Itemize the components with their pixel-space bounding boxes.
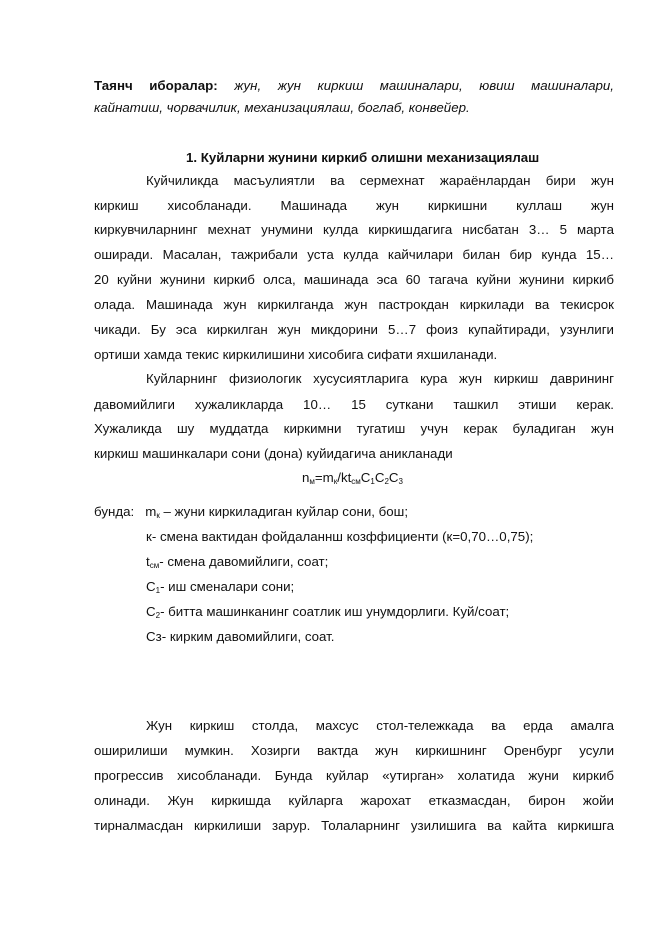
- formula-eq: =m: [314, 470, 334, 485]
- formula-c2: C: [374, 470, 385, 485]
- formula-c3: C: [388, 470, 399, 485]
- paragraph1-line: киркувчиларнинг мехнат унумини кулда киркишдагига нисбатан 3… 5 марта: [94, 222, 614, 237]
- definition-t-text: - смена давомийлиги, соат;: [159, 554, 329, 569]
- paragraph2-line: давомийлиги хужаликларда 10… 15 суткани ташкил этиши керак.: [94, 397, 614, 412]
- definition-m-sub: к: [156, 511, 160, 520]
- definitions-intro: бунда:: [94, 504, 135, 519]
- definition-t-symbol: t: [146, 554, 150, 569]
- paragraph1-line: чикади. Бу эса киркилган жун микдорини 5…7 фоиз купайтиради, узунлиги: [94, 322, 614, 337]
- paragraph1-line: 20 куйни жунини киркиб олса, машинада эса 60 тагача куйни жунини киркиб: [94, 272, 614, 287]
- formula-n: n: [302, 470, 310, 485]
- formula-m-sub: к: [333, 477, 338, 486]
- definition-m-symbol: m: [145, 504, 157, 519]
- formula-c2-sub: 2: [384, 477, 389, 486]
- formula-c1: C: [360, 470, 371, 485]
- definition-c3: Сз- кирким давомийлиги, соат.: [146, 629, 335, 644]
- definition-c1: [146, 579, 294, 595]
- definition-c2: [146, 604, 509, 620]
- keywords-text-1: жун, жун киркиш машиналари, ювиш машиналари,: [234, 78, 615, 93]
- paragraph1-line: Куйчиликда масъулиятли ва сермехнат жараёнлардан бири жун: [146, 173, 614, 188]
- keywords-label: Таянч иборалар:: [94, 78, 218, 93]
- definition-c1-sub: 1: [155, 586, 161, 595]
- paragraph3-line: тирналмасдан киркилиши зарур. Толаларнинг узилишига ва кайта киркишга: [94, 818, 614, 833]
- formula-div: /kt: [337, 470, 352, 485]
- definition-c1-text: - иш сменалари сони;: [160, 579, 295, 594]
- paragraph3-line: оширилиши мумкин. Хозирги вактда жун киркишнинг Оренбург усули: [94, 743, 614, 758]
- definition-m-text: – жуни киркиладиган куйлар сони, бош;: [163, 504, 409, 519]
- definition-c2-symbol: С: [146, 604, 156, 619]
- definition-m: [94, 504, 408, 520]
- definition-c2-text: - битта машинканинг соатлик иш унумдорлиги. Куй/соат;: [160, 604, 510, 619]
- paragraph3-line: олинади. Жун киркишда куйларга жарохат етказмасдан, бирон жойи: [94, 793, 614, 808]
- paragraph3-line: Жун киркиш столда, махсус стол-тележкада ва ерда амалга: [146, 718, 614, 733]
- definition-t: [146, 554, 328, 570]
- paragraph1-line: ортиши хамда текис киркилишини хисобига сифати яхшиланади.: [94, 347, 498, 362]
- paragraph2-line: Хужаликда шу муддатда киркимни тугатиш учун керак буладиган жун: [94, 421, 614, 436]
- definition-k: к- смена вактидан фойдаланнш козффициенти (к=0,70…0,75);: [146, 529, 534, 544]
- formula-c3-sub: 3: [398, 477, 403, 486]
- formula-n-sub: м: [309, 477, 315, 486]
- keywords-line-2: кайнатиш, чорвачилик, механизациялаш, боглаб, конвейер.: [94, 100, 470, 115]
- definition-t-sub: см: [149, 561, 160, 570]
- paragraph1-line: олада. Машинада жун киркилганда жун пастрокдан киркилади ва текисрок: [94, 297, 614, 312]
- section-title: 1. Куйларни жунини киркиб олишни механизациялаш: [186, 150, 540, 165]
- paragraph2-line: Куйларнинг физиологик хусусиятларига кура жун киркиш даврининг: [146, 371, 614, 386]
- definition-c1-symbol: С: [146, 579, 156, 594]
- definition-c2-sub: 2: [155, 611, 161, 620]
- keywords-line-1: [94, 78, 614, 94]
- paragraph1-line: оширади. Масалан, тажрибали уста кулда кайчилари билан бир кунда 15…: [94, 247, 614, 262]
- paragraph2-line: киркиш машинкалари сони (дона) куйидагича аникланади: [94, 446, 453, 461]
- formula-c1-sub: 1: [370, 477, 375, 486]
- formula-t-sub: см: [351, 477, 361, 486]
- paragraph3-line: прогрессив хисобланади. Бунда куйлар «утирган» холатида жуни киркиб: [94, 768, 614, 783]
- paragraph1-line: киркиш хисобланади. Машинада жун киркишни куллаш жун: [94, 198, 614, 213]
- formula: [302, 470, 403, 486]
